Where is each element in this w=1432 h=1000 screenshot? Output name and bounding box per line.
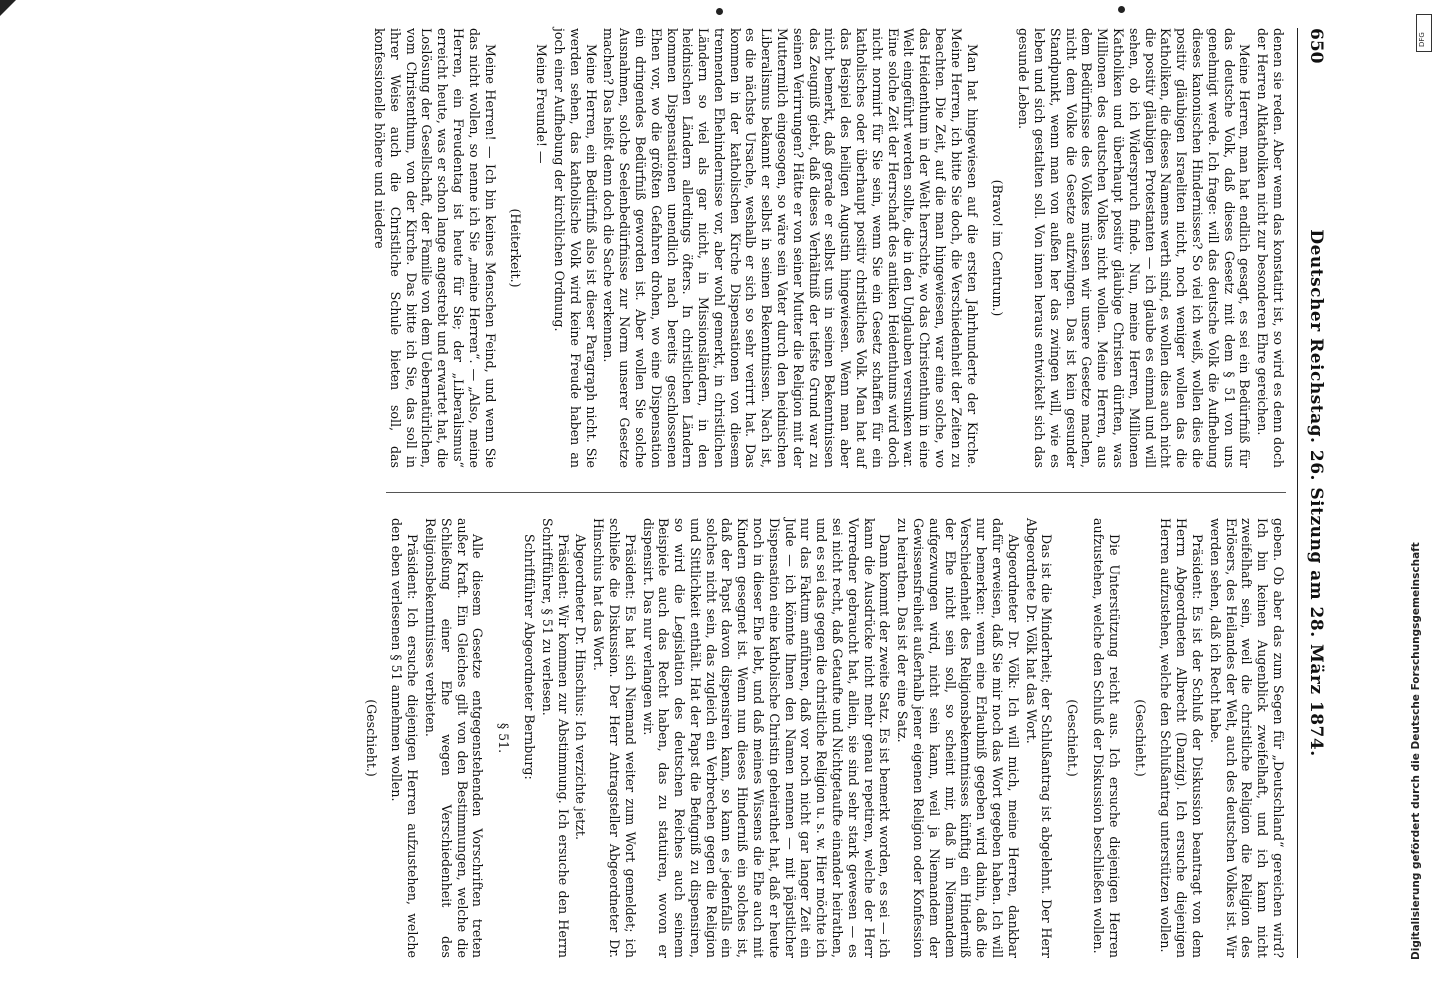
- paragraph: Schriftführer Abgeordneter Bernburg:: [521, 534, 537, 780]
- left-column: [369, 28, 1286, 468]
- interjection: (Geschieht.): [363, 699, 379, 777]
- page-header: [1297, 28, 1332, 958]
- paragraph: Präsident: Es ist der Schluß der Diskussion beantragt von dem Herrn Abgeordneten Albrecht (Danzig). Ich ersuche diejenigen Herren aufzustehen, welche den Schlußantrag unterstützen wollen.: [1158, 518, 1206, 958]
- paragraph: Meine Herren, man hat endlich gesagt, es sei ein Bedürfniß für das deutsche Volk, daß dieses Gesetz mit dem § 51 von uns genehmigt werde. Ich frage: will das deutsche Volk die Aufhebung dieses kanonischen Hindernisses? So viel ich weiß, wollen dies die positiv gläubigen Israeliten nicht, noch weniger wollen das die Katholiken, die dieses Namens werth sind, es wollen dies auch nicht die positiv gläubigen Protestanten — ich glaube es einmal und will sehen, ob ich Widerspruch finde. Nun, meine Herren, Millionen Katholiken und überhaupt positiv gläubige Christen dürften, was Millionen des deutschen Volkes nicht wollen. Meine Herren, aus dem Bedürfnisse des Volkes müssen wir unsere Gesetze machen, nicht dem Volke die Gesetze aufzwingen. Das ist kein gesunder Standpunkt, wenn man von außen her das zwingen will, wie es leben und sich gestalten soll. Von innen heraus entwickelt sich das gesunde Leben.: [1016, 28, 1253, 468]
- interjection: (Geschieht.): [1132, 699, 1148, 777]
- paragraph: Präsident: Es hat sich Niemand weiter zum Wort gemeldet; ich schließe die Diskussion. Der Herr Antragsteller Abgeordneter Dr. Hinschius hat das Wort.: [591, 518, 638, 958]
- paragraph: Das ist die Minderheit; der Schlußantrag ist abgelehnt. Der Herr Abgeordnete Dr. Völk hat das Wort.: [1023, 518, 1055, 958]
- dfg-logo-text: DFG: [1418, 32, 1426, 47]
- dfg-logo: [1416, 14, 1432, 52]
- section-heading: § 51.: [496, 722, 512, 754]
- interjection: (Bravo! im Centrum.): [990, 179, 1006, 317]
- punch-hole-mark: [716, 8, 723, 15]
- paragraph: geben. Ob aber das zum Segen für „Deutschland“ gereichen wird? Ich bin keinen Augenblick zweifelhaft, und ich kann nicht zweifelhaft sein, weil die christliche Religion die Religion des Erlösers, des Heilandes der Welt, auch des deutschen Volkes ist. Wir werden sehen, daß ich Recht habe.: [1207, 518, 1286, 958]
- paragraph: Präsident: Ich ersuche diejenigen Herren aufzustehen, welche den eben verlesenen § 51 annehmen wollen.: [389, 518, 421, 958]
- scan-corner-mark: [0, 0, 16, 16]
- paragraph: Abgeordneter Dr. Hinschius: Ich verzichte jetzt.: [573, 534, 589, 840]
- paragraph: Meine Herren! — Ich bin keines Menschen Feind, und wenn Sie das nicht wollen, so nenne ich Sie „meine Herren“. — „Also, meine Herren, ein Freudentag ist heute für Sie; der „Liberalismus“ erreicht heute, was er schon lange angestrebt und erwartet hat, die Loslösung der Gesellschaft, der Familie von dem Uebernatürlichen, vom Christenthum, von der Kirche. Das bitte ich Sie, das soll in ihrer Weise auch die Christliche Schule bieten soll, das konfessionelle höhere und niedere: [371, 28, 498, 468]
- paragraph: Man hat hingewiesen auf die ersten Jahrhunderte der Kirche. Meine Herren, ich bitte Sie doch, die Verschiedenheit der Zeiten zu beachten. Die Zeit, auf die man hingewiesen, war eine solche, wo das Heidenthum in der Welt herrschte, wo das Christenthum in eine Welt eingeführt werden sollte, die in den Unglauben versunken war. Eine solche Zeit der Herrschaft des antiken Heidenthums wird doch nicht normirt für Sie sein, wenn Sie ein Gesetz schaffen für ein katholisches oder überhaupt positiv christliches Volk. Man hat auf das Beispiel des heiligen Augustin hingewiesen. Wenn man aber nicht bemerkt, daß gerade er selbst uns in seinen Bekenntnissen das Zeugniß giebt, daß dieses Verhältniß der tiefste Grund war zu seinen Verirrungen? Hätte er von seiner Mutter die Religion mit der Muttermilch eingesogen, so wäre sein Vater durch den heidnischen Liberalismus bekannt er selbst in seinen Bekenntnissen. Nach ist, es die nächste Ursache, weshalb er sich so sehr verirrt hat. Das kommen in der katholischen Kirche Dispensationen von diesem trennenden Ehehindernisse vor, aber wohl gemerkt, in christlichen Ländern so viel als gar nicht, in Missionsländern, in den heidnischen Ländern allerdings öfters. In christlichen Ländern kommen Dispensationen unendlich nach bereits geschlossenen Ehen vor, wo die größten Gefahren drohen, wo eine Dispensation ein dringendes Bedürfniß geworden ist. Aber wollen Sie solche Ausnahmen, solche Seelenbedürfnisse zur Norm unserer Gesetze machen? Das heißt denn doch die Sache verkennen.: [601, 28, 980, 468]
- paragraph: denen sie reden. Aber wenn das konstatirt ist, so wird es denn doch der Herren Altkatholiken nicht zur besonderen Ehre gereichen.: [1255, 28, 1286, 468]
- page-number: 650: [1306, 28, 1326, 64]
- interjection: (Heiterkeit.): [508, 208, 524, 288]
- digitization-note: [1410, 260, 1424, 960]
- interjection: (Geschieht.): [1065, 699, 1081, 777]
- page-content: [42, 18, 1332, 968]
- page-title: Deutscher Reichstag. 26. Sitzung am 28. März 1874.: [1306, 229, 1326, 757]
- paragraph: Die Unterstützung reicht aus. Ich ersuche diejenigen Herren aufzustehen, welche den Schluß der Diskussion beschließen wollen.: [1091, 518, 1122, 958]
- paragraph: Präsident: Wir kommen zur Abstimmung. Ich ersuche den Herrn Schriftführer, § 51 zu verlesen.: [539, 518, 571, 958]
- column-divider: [386, 492, 1286, 493]
- right-column: [353, 518, 1286, 958]
- paragraph: Abgeordneter Dr. Völk: Ich will mich, meine Herren, dankbar dafür erweisen, daß Sie mir noch das Wort gegeben haben. Ich will nur bemerken: wenn eine Erlaubniß gegeben wird dahin, daß die Verschiedenheit des Religionsbekenntnisses künftig ein Hinderniß der Ehe nicht sein soll, so scheint mir, daß in Niemandem aufgezwungen wird, nicht sein kann, weil ja Niemandem der Gewissensfreiheit außerhalb jener eigenen Religion oder Konfession zu heirathen. Das ist der eine Satz.: [895, 518, 1021, 958]
- punch-hole-mark: [1118, 6, 1125, 13]
- paragraph: Alle diesem Gesetze entgegenstehenden Vorschriften treten außer Kraft. Ein Gleiches gilt von den Bestimmungen, welche die Schließung einer Ehe wegen Verschiedenheit des Religionsbekenntnisses verbieten.: [422, 518, 486, 958]
- paragraph: Dann kommt der zweite Satz. Es ist bemerkt worden, es sei — ich kann die Ausdrücke nicht mehr genau repetiren, welche der Herr Vorredner gebraucht hat, allein, sie sind sehr stark gewesen — es sei nicht recht, daß Getaufte und Nichtgetaufte einander heirathen, und es sei das gegen die christliche Religion u. s. w. Hier möchte ich nur das Faktum anführen, daß vor noch nicht gar langer Zeit ein Jude — ich könnte Ihnen den Namen nennen — mit päpstlicher Dispensation eine katholische Christin geheirathet hat, daß er heute noch in dieser Ehe lebt, und daß meines Wissens die Ehe auch mit Kindern gesegnet ist. Wenn nun dieses Hinderniß ein solches ist, daß der Papst davon dispensiren kann, so kann es jedenfalls ein solches nicht sein, das zugleich ein Verbrechen gegen die Religion und Sittlichkeit enthält. Hat der Papst die Befugniß zu dispensiren, so wird die Legislation des deutschen Reiches auch seinem Beispiele auch das Recht haben, das zu statuiren, wovon er dispensirt. Das nur verlangen wir.: [640, 518, 893, 958]
- paragraph: Meine Freunde! —: [534, 44, 550, 164]
- digitization-note-text: Digitalisierung gefördert durch die Deutsche Forschungsgemeinschaft: [1410, 542, 1422, 960]
- paragraph: Meine Herren, ein Bedürfniß also ist dieser Paragraph nicht. Sie werden sehen, das katholische Volk wird keine Freude haben an joch einer Aufhebung der kirchlichen Ordnung.: [551, 28, 599, 468]
